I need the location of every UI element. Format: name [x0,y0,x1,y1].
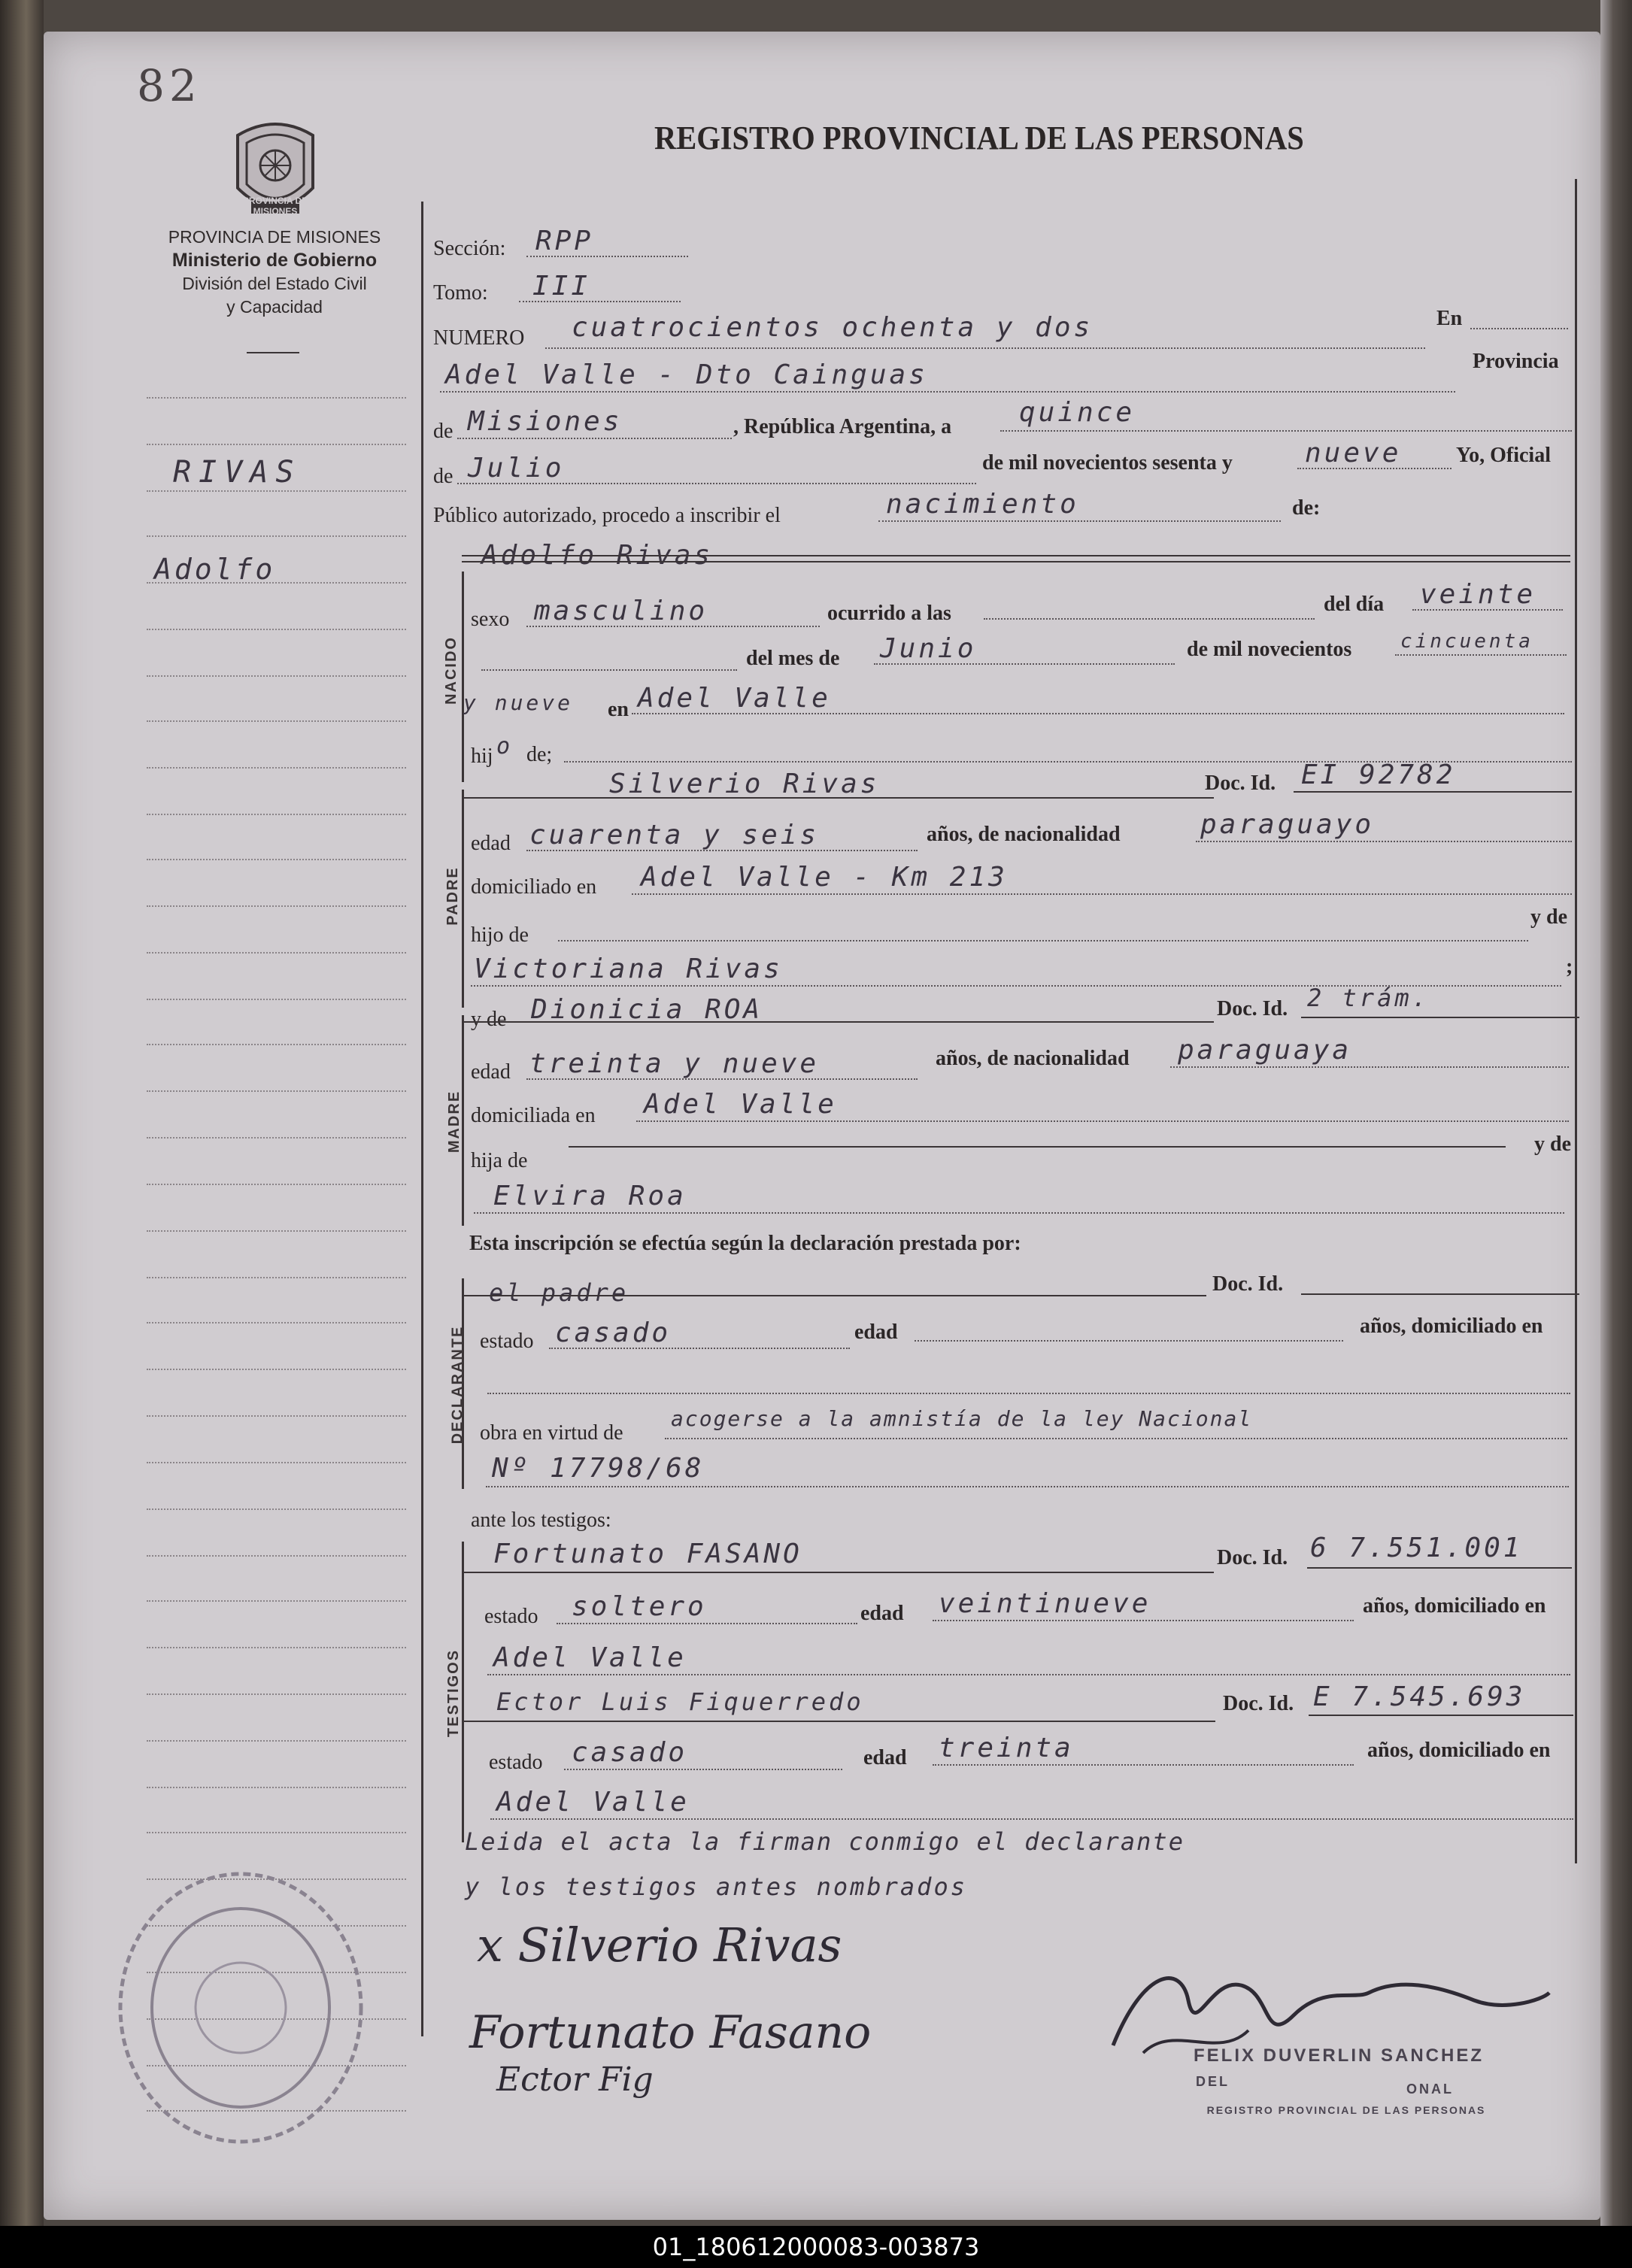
label-de-provincia: de [433,420,454,443]
label-de-mes: de [433,465,454,488]
label-madre-nac: años, de nacionalidad [936,1047,1130,1070]
label-hijo-de: hijo de [471,923,529,947]
margin-given-name: Adolfo [154,553,276,586]
field-dia-acta: quince [1019,397,1136,428]
label-numero: NUMERO [433,326,525,350]
label-publico: Público autorizado, procedo a inscribir el [433,504,781,527]
side-nacido: NACIDO [442,636,460,705]
label-t2-doc: Doc. Id. [1223,1692,1294,1715]
label-decl-edad: edad [854,1320,898,1344]
side-madre: MADRE [446,1090,463,1154]
officer-stamp-role1: DEL [1196,2074,1230,2089]
org-province: PROVINCIA DE MISIONES [168,227,381,247]
officer-stamp-name: FELIX DUVERLIN SANCHEZ [1193,2045,1484,2066]
label-sexo: sexo [471,608,510,631]
field-madre-nac: paraguaya [1178,1035,1352,1066]
label-decl-estado: estado [480,1330,534,1353]
side-padre: PADRE [444,866,461,926]
signature-testigo-1: Fortunato Fasano [469,2006,872,2059]
field-anio-acta: nueve [1305,438,1402,468]
label-obra: obra en virtud de [480,1421,623,1445]
signature-padre: x Silverio Rivas [477,1918,842,1972]
document-title: REGISTRO PROVINCIAL DE LAS PERSONAS [654,120,1304,156]
field-t2-estado: casado [572,1737,688,1768]
org-rule [247,352,299,353]
label-de-colon: de: [1292,496,1321,520]
field-padre: Silverio Rivas [609,769,880,799]
field-t2-doc: E 7.545.693 [1313,1681,1526,1712]
label-semicolon: ; [1566,955,1573,978]
field-decl-estado: casado [555,1317,672,1348]
field-padre-dom: Adel Valle - Km 213 [641,862,1008,893]
field-padre-madre: Victoriana Rivas [474,954,783,984]
nacido-rule [462,572,464,782]
book-spine [0,0,44,2226]
field-numero: cuatrocientos ochenta y dos [572,312,1094,343]
field-t2-edad: treinta [939,1733,1074,1763]
field-mes-nac: Junio [880,633,977,664]
field-nombre: Adolfo Rivas [481,540,714,571]
label-de-mil-sesenta: de mil novecientos sesenta y [982,451,1233,475]
closing-line-2: y los testigos antes nombrados [465,1872,967,1901]
side-declarante: DECLARANTE [449,1325,466,1445]
label-hij: hij [471,744,493,768]
field-t2-nombre: Ector Luis Fiquerredo [496,1687,864,1716]
field-tomo: III [532,271,591,302]
officer-stamp-role2: ONAL [1406,2082,1454,2097]
label-padre-doc: Doc. Id. [1205,772,1276,795]
round-seal-icon [113,1865,369,2151]
label-ocurrido: ocurrido a las [827,602,951,625]
label-en-lugar: en [608,698,629,721]
field-madre-edad: treinta y nueve [529,1048,820,1079]
field-lugar: Adel Valle - Dto Cainguas [445,359,928,390]
field-madre-dom: Adel Valle [644,1089,837,1120]
label-del-mes-de: del mes de [746,647,840,670]
field-t1-doc: 6 7.551.001 [1310,1533,1523,1563]
label-esta-inscripcion: Esta inscripción se efectúa según la declaración prestada por: [469,1232,1021,1255]
field-t2-dom: Adel Valle [496,1787,690,1818]
label-t1-dom: años, domiciliado en [1363,1594,1546,1618]
field-madre-doc: 2 trám. [1307,984,1430,1012]
field-padre-nac: paraguayo [1200,809,1375,840]
label-seccion: Sección: [433,237,506,260]
label-t1-doc: Doc. Id. [1217,1546,1288,1569]
field-sexo: masculino [534,596,708,626]
right-rule [1575,179,1577,1863]
org-block [128,226,421,319]
field-madre-madre: Elvira Roa [493,1181,687,1211]
label-de-semi: de; [526,743,553,766]
field-mes-acta: Julio [468,453,565,484]
label-y-de-madre: y de [471,1008,507,1031]
field-ley: Nº 17798/68 [492,1453,705,1484]
label-t1-edad: edad [860,1602,904,1625]
label-padre-dom: domiciliado en [471,875,597,899]
field-seccion: RPP [535,226,594,256]
field-t1-dom: Adel Valle [493,1642,687,1673]
field-obra: acogerse a la amnistía de la ley Nacional [671,1406,1253,1431]
label-hija-de: hija de [471,1149,528,1172]
field-t1-edad: veintinueve [939,1588,1151,1619]
label-decl-dom: años, domiciliado en [1360,1314,1543,1338]
label-y-de-madre2: y de [1534,1132,1571,1156]
label-madre-dom: domiciliada en [471,1104,596,1127]
image-caption: 01_180612000083-003873 [0,2226,1632,2268]
label-t1-estado: estado [484,1605,538,1628]
crest-label: PROVINCIA DE MISIONES [242,196,308,217]
label-madre-edad: edad [471,1060,511,1084]
label-ante-testigos: ante los testigos: [471,1508,611,1532]
main-column-rule [421,202,423,2036]
margin-surname: RIVAS [173,455,302,490]
field-anio-nac1: cincuenta [1400,630,1533,653]
label-yo-oficial: Yo, Oficial [1456,444,1551,467]
field-anio-nac2: y nueve [463,690,574,715]
officer-stamp-registry: REGISTRO PROVINCIAL DE LAS PERSONAS [1206,2104,1486,2116]
label-t2-edad: edad [863,1746,907,1769]
label-t2-estado: estado [489,1751,543,1774]
field-t1-estado: soltero [572,1591,707,1622]
label-del-dia: del día [1324,593,1385,616]
label-padre-nac: años, de nacionalidad [927,823,1121,846]
signature-testigo-2: Ector Fig [496,2060,654,2099]
org-ministry: Ministerio de Gobierno [171,250,378,271]
closing-line-1: Leida el acta la firman conmigo el declarante [465,1827,1185,1856]
field-hij-suffix: o [496,733,514,760]
label-y-de-padre: y de [1530,905,1567,929]
field-dia-nac: veinte [1420,579,1536,610]
label-t2-dom: años, domiciliado en [1367,1739,1551,1762]
field-madre: Dionicia ROA [531,994,763,1025]
page-edge [1600,0,1632,2226]
field-lugar-nac: Adel Valle [638,683,831,714]
side-testigos: TESTIGOS [445,1648,463,1738]
label-en: En [1436,307,1463,330]
org-capacity: y Capacidad [226,297,323,317]
label-padre-edad: edad [471,832,511,855]
field-acto: nacimiento [886,489,1079,520]
label-decl-doc: Doc. Id. [1212,1272,1284,1296]
field-provincia: Misiones [468,406,623,437]
field-padre-edad: cuarenta y seis [529,820,820,850]
field-t1-nombre: Fortunato FASANO [493,1539,802,1569]
label-madre-doc: Doc. Id. [1217,997,1288,1020]
org-division: División del Estado Civil [182,274,367,293]
label-provincia: Provincia [1473,350,1559,373]
padre-rule [462,790,464,1008]
page-number: 82 [137,60,202,111]
field-padre-doc: EI 92782 [1301,760,1456,790]
label-republica: , República Argentina, a [733,415,952,438]
field-declarante: el padre [489,1278,629,1307]
label-de-mil-nov: de mil novecientos [1187,638,1352,661]
label-tomo: Tomo: [433,281,488,305]
